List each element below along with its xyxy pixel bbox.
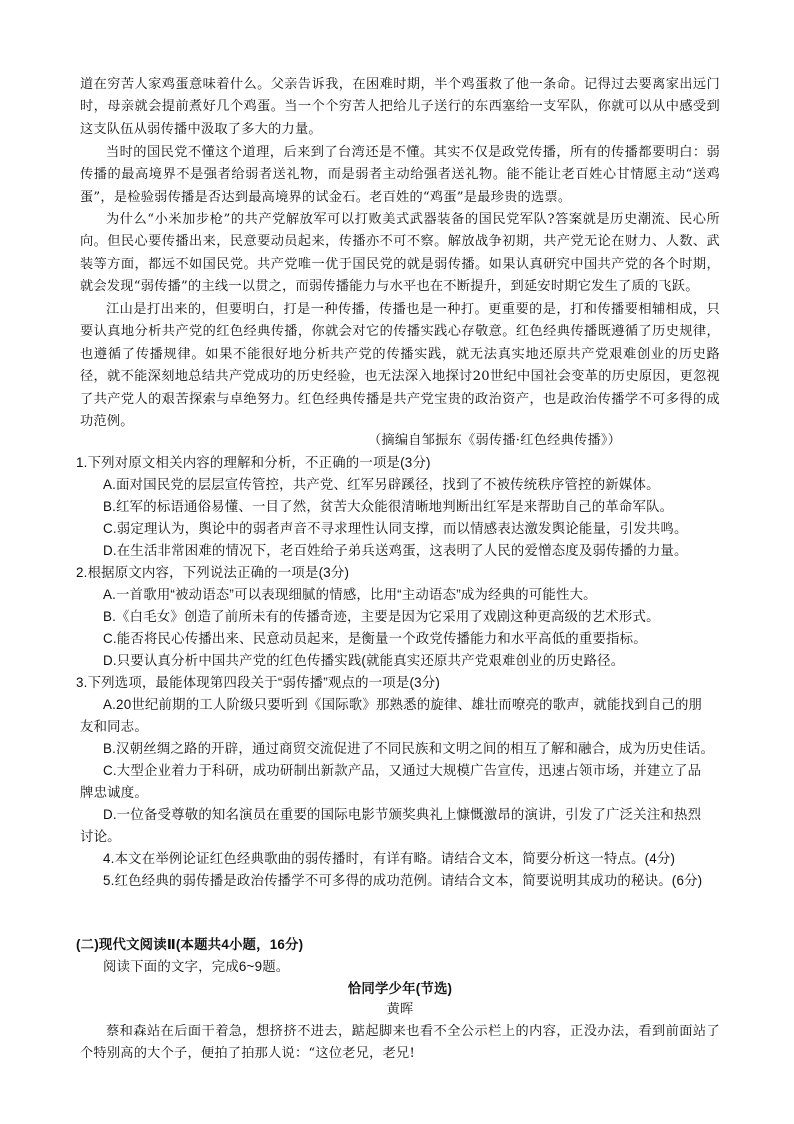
passage-source: （摘编自邹振东《弱传播·红色经典传播》） (368, 433, 622, 448)
question-2-option-c: C.能否将民心传播出来、民意动员起来，是衡量一个政党传播能力和水平高低的重要指标。 (103, 631, 647, 646)
section-2-instruction: 阅读下面的文字，完成6~9题。 (103, 959, 290, 974)
passage-paragraph-2: 当时的国民党不懂这个道理，后来到了台湾还是不懂。其实不仅是政党传播，所有的传播都要明白：弱传播的最高境界不是强者给弱者送礼物，而是弱者主动给强者送礼物。能不能让老百姓心甘情愿主动“送鸡蛋”，是检验弱传播是否达到最高境界的试金石。老百姓的“鸡蛋”是最珍贵的选票。 (80, 145, 720, 205)
question-2-option-d: D.只要认真分析中国共产党的红色传播实践(就能真实还原共产党艰难创业的历史路径。 (103, 653, 625, 668)
question-1-option-d: D.在生活非常困难的情况下，老百姓给子弟兵送鸡蛋，这表明了人民的爱憎态度及弱传播的力量。 (103, 543, 688, 558)
question-2-option-b: B.《白毛女》创造了前所未有的传播奇迹，主要是因为它采用了戏剧这种更高级的艺术形式。 (103, 609, 660, 624)
question-5: 5.红色经典的弱传播是政治传播学不可多得的成功范例。请结合文本，简要说明其成功的秘诀。(6分) (103, 873, 703, 888)
question-1-option-c: C.弱定理认为，舆论中的弱者声音不寻求理性认同支撑，而以情感表达激发舆论能量，引发共鸣。 (103, 521, 688, 536)
question-3-option-b: B.汉朝丝绸之路的开辟，通过商贸交流促进了不同民族和文明之间的相互了解和融合，成为历史佳话。 (103, 741, 715, 756)
question-3-option-a-continued: 友和同志。 (80, 719, 148, 734)
question-3-stem: 3.下列选项，最能体现第四段关于“弱传播”观点的一项是(3分) (76, 675, 441, 690)
question-3-option-c-continued: 牌忠诚度。 (80, 785, 148, 800)
question-1-stem: 1.下列对原文相关内容的理解和分析，不正确的一项是(3分) (76, 455, 431, 470)
story-paragraph-1: 蔡和森站在后面干着急，想挤挤不进去，踮起脚来也看不全公示栏上的内容，正没办法，看到前面站了个特别高的大个子，便拍了拍那人说：“这位老兄，老兄! (80, 1024, 720, 1062)
question-3-option-d-continued: 讨论。 (80, 829, 121, 844)
passage-paragraph-4: 江山是打出来的，但要明白，打是一种传播，传播也是一种打。更重要的是，打和传播要相辅相成，只要认真地分析共产党的红色经典传播，你就会对它的传播实践心存敬意。红色经典传播既遵循了历史规律，也遵循了传播规律。如果不能很好地分析共产党的传播实践，就无法真实地还原共产党艰难创业的历史路径，就不能深刻地总结共产党成功的历史经验，也无法深入地探讨20世纪中国社会变革的历史原因，更忽视了共产党人的艰苦探索与卓绝努力。红色经典传播是共产党宝贵的政治资产，也是政治传播学不可多得的成功范例。 (80, 302, 720, 430)
story-author: 黄晖 (386, 1002, 414, 1017)
question-2-stem: 2.根据原文内容，下列说法正确的一项是(3分) (76, 565, 350, 580)
question-3-option-d: D.一位备受尊敬的知名演员在重要的国际电影节颁奖典礼上慷慨激昂的演讲，引发了广泛关注和热烈 (103, 807, 702, 822)
passage-paragraph-3: 为什么“小米加步枪”的共产党解放军可以打败美式武器装备的国民党军队?答案就是历史潮流、民心所向。但民心要传播出来，民意要动员起来，传播亦不可不察。解放战争初期，共产党无论在财力、人数、武装等方面，都远不如国民党。共产党唯一优于国民党的就是弱传播。如果认真研究中国共产党的各个时期，就会发现“弱传播”的主线一以贯之，而弱传播能力与水平也在不断提升，到延安时期它发生了质的飞跃。 (80, 212, 720, 295)
question-4: 4.本文在举例论证红色经典歌曲的弱传播时，有详有略。请结合文本，简要分析这一特点。(4分) (103, 851, 676, 866)
question-3-option-c: C.大型企业着力于科研，成功研制出新款产品，又通过大规模广告宣传，迅速占领市场，并建立了品 (103, 763, 702, 778)
question-1-option-b: B.红军的标语通俗易懂、一目了然，贫苦大众能很清晰地判断出红军是来帮助自己的革命军队。 (103, 499, 674, 514)
question-1-option-a: A.面对国民党的层层宣传管控，共产党、红军另辟蹊径，找到了不被传统秩序管控的新媒体。 (103, 477, 660, 492)
passage-paragraph-1: 道在穷苦人家鸡蛋意味着什么。父亲告诉我，在困难时期，半个鸡蛋救了他一条命。记得过去要离家出远门时，母亲就会提前煮好几个鸡蛋。当一个个穷苦人把给儿子送行的东西塞给一支军队，你就可以从中感受到这支队伍从弱传播中汲取了多大的力量。 (80, 77, 720, 137)
question-2-option-a: A.一首歌用“被动语态”可以表现细腻的情感，比用“主动语态”成为经典的可能性大。 (103, 587, 597, 602)
question-3-option-a: A.20世纪前期的工人阶级只要听到《国际歌》那熟悉的旋律、雄壮而嘹亮的歌声，就能找到自己的朋 (103, 697, 703, 712)
story-title: 恰同学少年(节选) (347, 981, 453, 996)
section-2-heading: (二)现代文阅读Ⅱ(本题共4小题，16分) (76, 937, 304, 952)
